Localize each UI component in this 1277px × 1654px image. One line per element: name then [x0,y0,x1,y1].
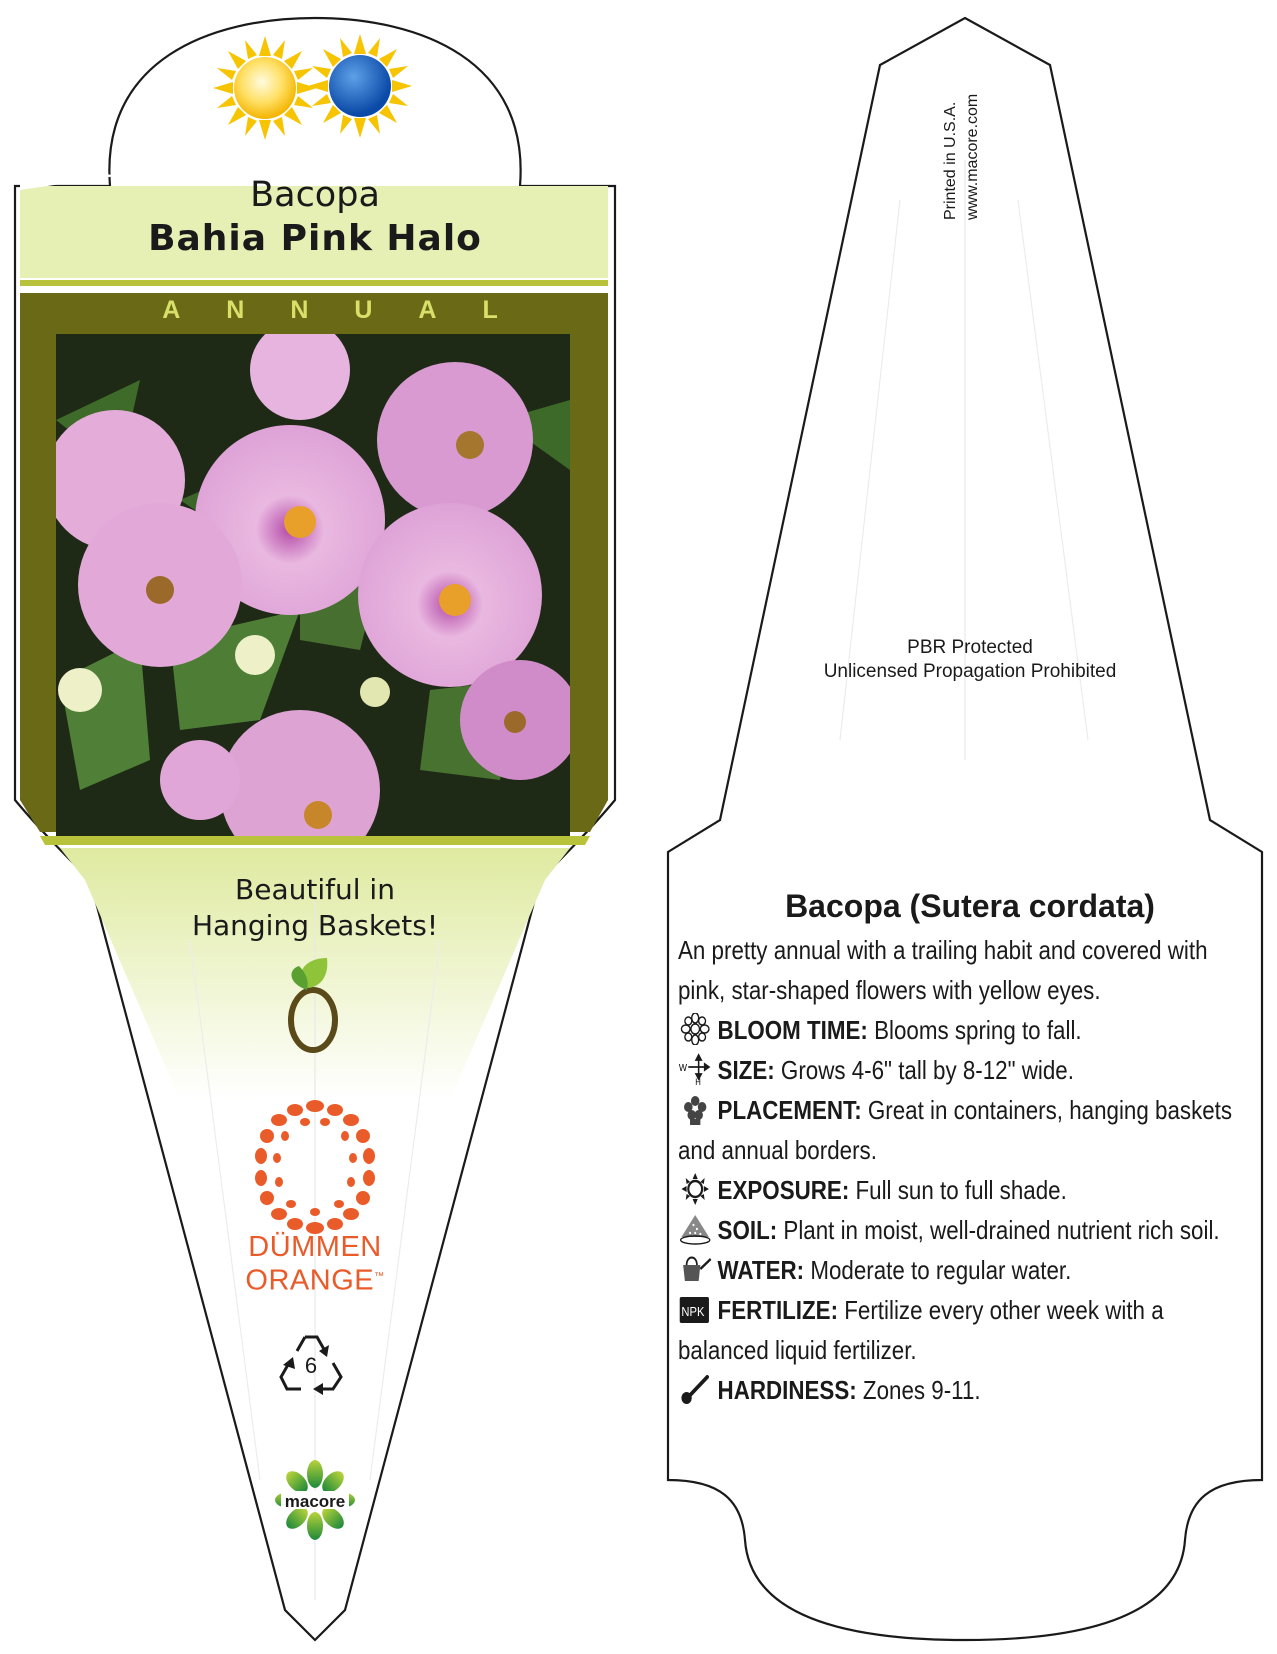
bacopa-flower-photo [45,320,580,870]
shade-icon [308,34,412,138]
care-item-fertilize: NPK FERTILIZE: Fertilize every other week with a balanced liquid fertilizer. [678,1295,1164,1365]
tagline-line-1: Beautiful in [235,873,395,906]
pbr-notice [760,636,1180,684]
care-item-placement: PLACEMENT: Great in containers, hanging baskets and annual borders. [678,1095,1233,1165]
soil-icon [678,1213,712,1245]
category-label: ANNUAL [162,296,544,324]
pbr-line-2: Unlicensed Propagation Prohibited [823,661,1117,682]
plant-variety: Bahia Pink Halo [148,218,482,259]
printed-line-1: Printed in U.S.A. [942,101,959,220]
care-item-bloom: BLOOM TIME: Blooms spring to fall. [678,1010,1248,1050]
care-item-water: WATER: Moderate to regular water. [678,1250,1248,1290]
tagline [0,872,630,944]
dummen-orange-wordmark [230,1232,400,1296]
npk-icon [678,1293,712,1325]
recycle-code: 6 [304,1353,318,1378]
care-item-hardiness: HARDINESS: Zones 9-11. [678,1370,1248,1410]
thermometer-icon [678,1373,712,1405]
pbr-line-1: PBR Protected [907,637,1033,658]
flower-icon [678,1013,712,1045]
care-item-soil: SOIL: Plant in moist, well-drained nutrient rich soil. [678,1210,1248,1250]
care-instructions [678,930,1248,1410]
svg-text:NPK: NPK [681,1304,705,1320]
care-item-size: W H SIZE: Grows 4-6" tall by 8-12" wide. [678,1050,1248,1090]
sun-outline-icon [678,1173,712,1205]
back-title: Bacopa (Sutera cordata) [785,888,1155,924]
svg-text:W: W [678,1062,687,1074]
placement-icon [678,1093,712,1125]
plant-genus: Bacopa [250,175,380,215]
brand-line-2: ORANGE™ [245,1264,385,1297]
care-item-exposure: EXPOSURE: Full sun to full shade. [678,1170,1248,1210]
watering-can-icon [678,1253,712,1285]
size-arrows-icon [678,1053,712,1085]
macore-wordmark: macore [284,1492,346,1511]
full-sun-icon [213,36,317,140]
printed-line-2: www.macore.com [964,93,981,220]
intro-text: An pretty annual with a trailing habit and covered with pink, star-shaped flowers with yellow eyes. [678,935,1208,1005]
printed-in-usa [942,40,982,220]
tagline-line-2: Hanging Baskets! [191,909,439,942]
svg-text:H: H [695,1076,701,1085]
brand-line-1: DÜMMEN [248,1231,382,1263]
